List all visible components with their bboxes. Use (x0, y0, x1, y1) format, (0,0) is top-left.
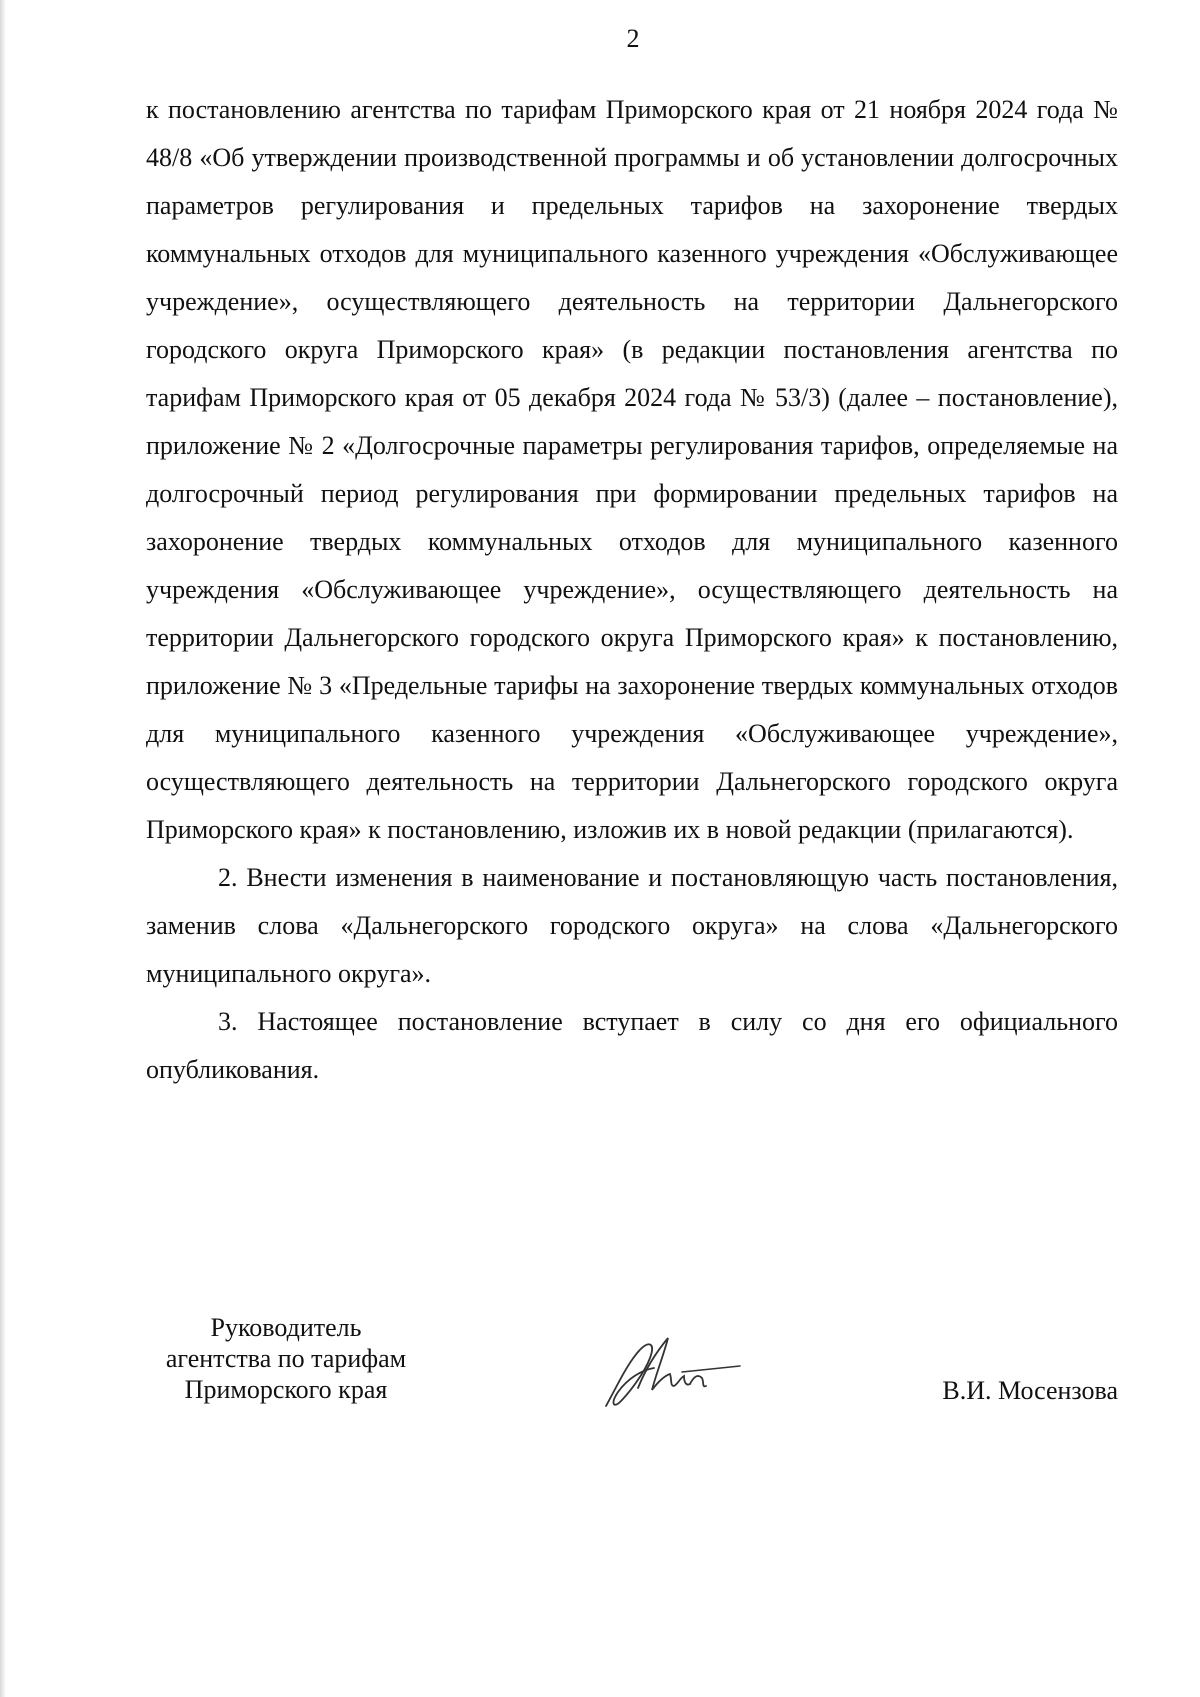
signatory-name: В.И. Мосензова (942, 1376, 1118, 1405)
paragraph-item-2: 2. Внести изменения в наименование и постановляющую часть постановления, заменив слова «Дальнегорского городского округа» на слова «Дальнегорского муниципального округа». (146, 863, 1118, 988)
handwritten-signature (598, 1328, 748, 1418)
signatory-title-line-3: Приморского края (184, 1375, 388, 1404)
signatory-title-line-1: Руководитель (210, 1313, 362, 1342)
signatory-title-line-2: агентства по тарифам (165, 1344, 407, 1373)
paragraph-item-3: 3. Настоящее постановление вступает в силу со дня его официального опубликования. (146, 1007, 1118, 1084)
paragraph-continuation: к постановлению агентства по тарифам Приморского края от 21 ноября 2024 года № 48/8 «Об утверждении производственной программы и об установлении долгосрочных параметров регулирования и предельных тарифов на захоронение твердых коммунальных отходов для муниципального казенного учреждения «Обслуживающее учреждение», осуществляющего деятельность на территории Дальнегорского городского округа Приморского края» (в редакции постановления агентства по тарифам Приморского края от 05 декабря 2024 года № 53/3) (далее – постановление), приложение № 2 «Долгосрочные параметры регулирования тарифов, определяемые на долгосрочный период регулирования при формировании предельных тарифов на захоронение твердых коммунальных отходов для муниципального казенного учреждения «Обслуживающее учреждение», осуществляющего деятельность на территории Дальнегорского городского округа Приморского края» к постановлению, приложение № 3 «Предельные тарифы на захоронение твердых коммунальных отходов для муниципального казенного учреждения «Обслуживающее учреждение», осуществляющего деятельность на территории Дальнегорского городского округа Приморского края» к постановлению, изложив их в новой редакции (прилагаются). (146, 95, 1118, 844)
page-number: 2 (626, 24, 640, 53)
signatory-title (146, 1312, 426, 1405)
document-body (146, 86, 1118, 1094)
scan-edge-shadow (0, 0, 6, 1697)
